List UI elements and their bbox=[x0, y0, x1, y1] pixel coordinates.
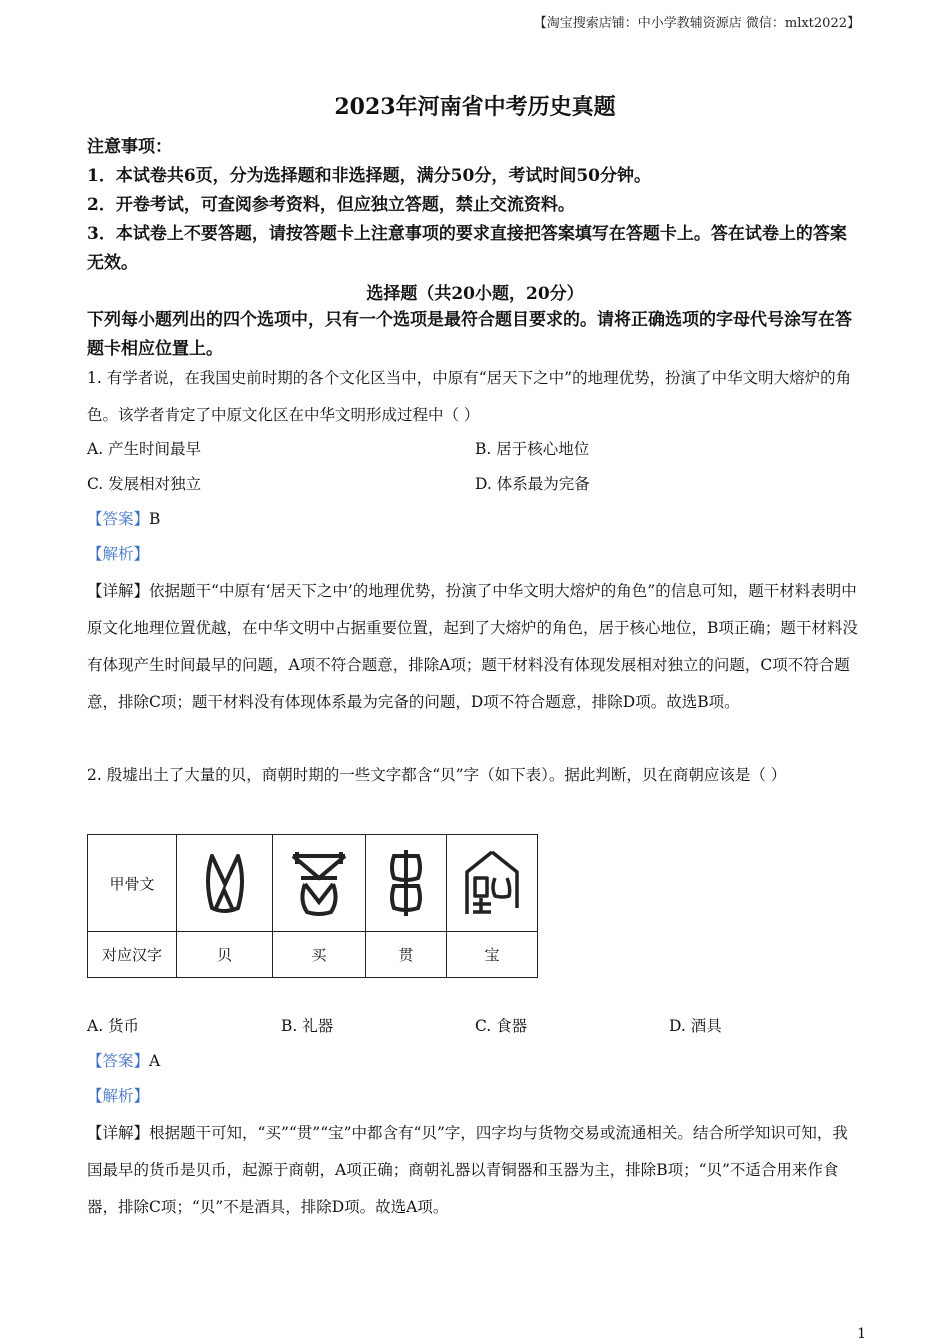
detail-text: 依据题干“中原有‘居天下之中’的地理优势，扮演了中华文明大熔炉的角色”的信息可知，题干材料表明中原文化地理位置优越，在中华文明中占据重要位置，起到了大熔炉的角色，居于核心地位，B项正确；题干材料没有体现产生时间最早的问题，A项不符合题意，排除A项；题干材料没有体现发展相对独立的问题，C项不符合题意，排除C项；题干材料没有体现体系最为完备的问题，D项不符合题意，排除D项。故选B项。 bbox=[87, 582, 858, 711]
q1-option-d: D. 体系最为完备 bbox=[475, 475, 590, 493]
answer-value: A bbox=[149, 1052, 161, 1070]
q2-analysis-label: 【解析】 bbox=[87, 1087, 150, 1105]
detail-label: 【详解】 bbox=[87, 1124, 150, 1142]
table-row-label: 甲骨文 bbox=[88, 835, 177, 932]
q2-option-c: C. 食器 bbox=[475, 1017, 528, 1035]
q2-answer bbox=[87, 1049, 160, 1071]
notice-item: 3．本试卷上不要答题，请按答题卡上注意事项的要求直接把答案填写在答题卡上。答在试卷上的答案无效。 bbox=[87, 224, 847, 273]
oracle-glyph-bao bbox=[447, 835, 538, 932]
detail-label: 【详解】 bbox=[87, 582, 150, 600]
q2-detail bbox=[87, 1115, 863, 1226]
exam-title: 2023年河南省中考历史真题 bbox=[334, 94, 616, 120]
table-cell: 宝 bbox=[447, 932, 538, 978]
q1-analysis-label: 【解析】 bbox=[87, 545, 150, 563]
q1-options-row1 bbox=[87, 437, 867, 467]
q1-option-c: C. 发展相对独立 bbox=[87, 475, 202, 493]
q2-options-row bbox=[87, 1014, 867, 1044]
q1-stem: 1. 有学者说，在我国史前时期的各个文化区当中，中原有“居天下之中”的地理优势，扮演了中华文明大熔炉的角色。该学者肯定了中原文化区在中华文明形成过程中（ ） bbox=[87, 369, 852, 424]
q1-detail bbox=[87, 573, 863, 721]
section-instruction: 下列每小题列出的四个选项中，只有一个选项是最符合题目要求的。请将正确选项的字母代号涂写在答题卡相应位置上。 bbox=[87, 310, 852, 359]
q2-option-a: A. 货币 bbox=[87, 1017, 140, 1035]
oracle-bone-table bbox=[87, 834, 538, 978]
q2-option-b: B. 礼器 bbox=[281, 1017, 334, 1035]
answer-label: 【答案】 bbox=[87, 1052, 150, 1070]
answer-label: 【答案】 bbox=[87, 510, 150, 528]
q1-options-row2 bbox=[87, 472, 867, 502]
notice-item: 1．本试卷共6页，分为选择题和非选择题，满分50分，考试时间50分钟。 bbox=[87, 166, 651, 186]
q2-option-d: D. 酒具 bbox=[669, 1017, 722, 1035]
oracle-glyph-bei bbox=[177, 835, 273, 932]
oracle-glyph-guan bbox=[366, 835, 447, 932]
page-number: 1 bbox=[857, 1326, 866, 1342]
table-cell: 贝 bbox=[177, 932, 273, 978]
oracle-bao-icon bbox=[461, 848, 523, 918]
q1-answer bbox=[87, 507, 160, 529]
oracle-bei-icon bbox=[200, 850, 250, 916]
detail-text: 根据题干可知，“买”“贯”“宝”中都含有“贝”字，四字均与货物交易或流通相关。结合所学知识可知，我国最早的货币是贝币，起源于商朝，A项正确；商朝礼器以青铜器和玉器为主，排除B项；“贝”不适合用来作食器，排除C项；“贝”不是酒具，排除D项。故选A项。 bbox=[87, 1124, 848, 1216]
oracle-guan-icon bbox=[386, 848, 426, 918]
section-title: 选择题（共20小题，20分） bbox=[366, 284, 584, 304]
table-cell: 买 bbox=[273, 932, 366, 978]
notice-item: 2．开卷考试，可查阅参考资料，但应独立答题，禁止交流资料。 bbox=[87, 195, 575, 215]
table-row-label: 对应汉字 bbox=[88, 932, 177, 978]
q2-stem: 2. 殷墟出土了大量的贝，商朝时期的一些文字都含“贝”字（如下表）。据此判断，贝在商朝应该是（ ） bbox=[87, 766, 787, 784]
oracle-glyph-mai bbox=[273, 835, 366, 932]
q1-option-a: A. 产生时间最早 bbox=[87, 440, 202, 458]
notice-heading: 注意事项： bbox=[87, 137, 172, 157]
table-cell: 贯 bbox=[366, 932, 447, 978]
answer-value: B bbox=[149, 510, 161, 528]
oracle-mai-icon bbox=[287, 848, 351, 918]
q1-option-b: B. 居于核心地位 bbox=[475, 440, 590, 458]
notice-block bbox=[87, 133, 863, 278]
page-header: 【淘宝搜索店铺：中小学教辅资源店 微信：mlxt2022】 bbox=[533, 16, 860, 31]
